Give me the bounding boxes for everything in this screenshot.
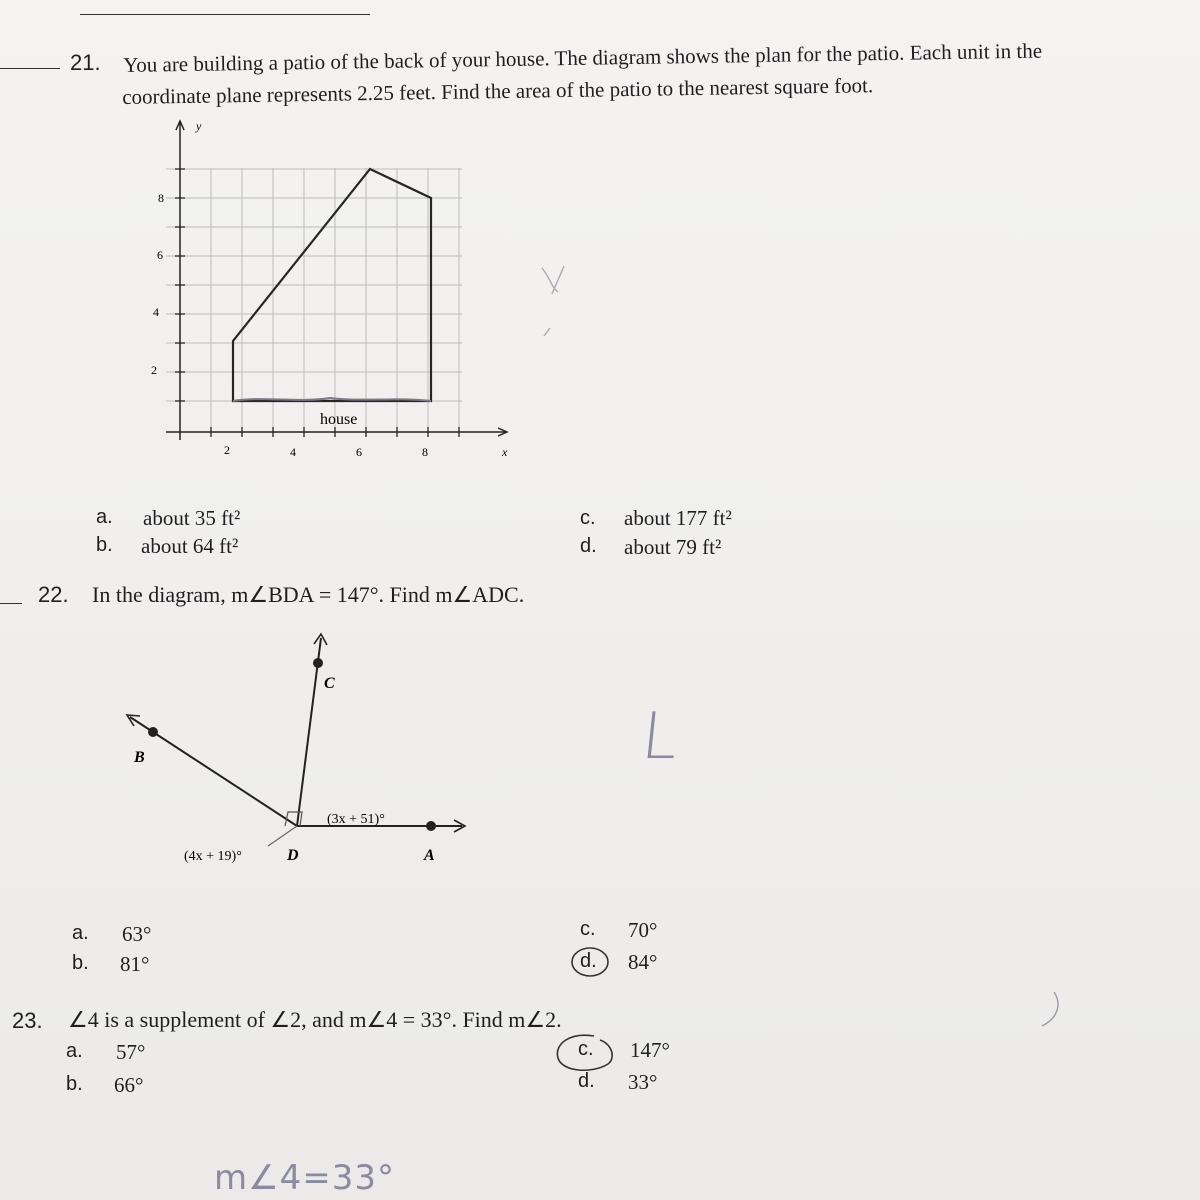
angle-bdc-expression: (4x + 19)° [184,849,242,864]
q23-answer-circle-icon [550,1030,620,1080]
y-axis-label: y [196,119,202,133]
q21-choice-letter: b. [96,534,113,556]
q22-choice-letter: c. [580,918,596,940]
q22-answer-blank [0,603,22,604]
ray-db-arrow-icon [127,715,140,726]
q22-choice-c[interactable]: 70° [628,918,658,942]
q21-choice-d[interactable]: about 79 ft² [624,535,722,559]
x-axis-label: x [502,445,508,459]
pencil-extension-line [268,826,297,846]
q23-choice-letter: a. [66,1040,83,1062]
pencil-margin-mark: L [638,700,682,774]
point-c-dot [313,658,323,668]
q22-choice-d[interactable]: 84° [628,950,658,974]
x-tick-label: 8 [422,445,428,459]
q23-choice-letter: b. [66,1073,83,1095]
q21-choice-b[interactable]: about 64 ft² [141,534,239,558]
q23-choice-b[interactable]: 66° [114,1073,144,1097]
q23-choice-d[interactable]: 33° [628,1070,658,1094]
q22-choice-b[interactable]: 81° [120,952,150,976]
q21-answer-blank [0,68,60,69]
label-d: D [287,847,299,864]
q23-choice-a[interactable]: 57° [116,1040,146,1064]
q21-text-line1: You are building a patio of the back of your house. The diagram shows the plan for the patio. Each unit in the [123,38,1043,77]
label-a: A [424,847,435,864]
q22-choice-a[interactable]: 63° [122,922,152,946]
q21-choice-letter: c. [580,507,596,529]
q22-choice-letter: d. [580,950,597,972]
top-answer-blank [80,14,370,15]
q21-coordinate-graph [150,112,530,472]
label-c: C [324,675,335,692]
pencil-scribble [530,262,590,342]
q21-choice-letter: d. [580,535,597,557]
house-label: house [320,411,358,428]
x-tick-label: 2 [224,443,230,457]
pencil-handwriting: m∠4=33° [214,1158,395,1198]
x-tick-label: 4 [290,445,296,459]
q21-grid [166,121,507,440]
q22-text: In the diagram, m∠BDA = 147°. Find m∠ADC. [92,582,525,607]
label-b: B [134,749,145,766]
q22-number: 22. [38,582,69,607]
x-tick-label: 6 [356,445,362,459]
y-tick-label: 6 [157,248,163,262]
q23-text: ∠4 is a supplement of ∠2, and m∠4 = 33°. Find m∠2. [68,1007,562,1032]
q22-choice-letter: a. [72,922,89,944]
y-tick-label: 8 [158,191,164,205]
q23-number: 23. [12,1008,43,1033]
q22-choice-letter: b. [72,952,89,974]
q21-choice-c[interactable]: about 177 ft² [624,506,732,530]
q23-choice-letter: c. [578,1038,594,1060]
point-b-dot [148,727,158,737]
q22-angle-diagram [100,625,500,875]
point-a-dot [426,821,436,831]
q21-text-line2: coordinate plane represents 2.25 feet. Find the area of the patio to the nearest square foot. [122,73,874,109]
pencil-curve-mark [1036,988,1066,1032]
y-tick-label: 2 [151,363,157,377]
y-tick-label: 4 [153,305,159,319]
angle-adc-expression: (3x + 51)° [327,812,385,827]
q21-choice-a[interactable]: about 35 ft² [143,506,241,530]
q22-answer-circle-icon [568,944,614,980]
q21-number: 21. [70,50,101,75]
q23-choice-c[interactable]: 147° [630,1038,670,1062]
q23-choice-letter: d. [578,1070,595,1092]
q21-choice-letter: a. [96,506,113,528]
